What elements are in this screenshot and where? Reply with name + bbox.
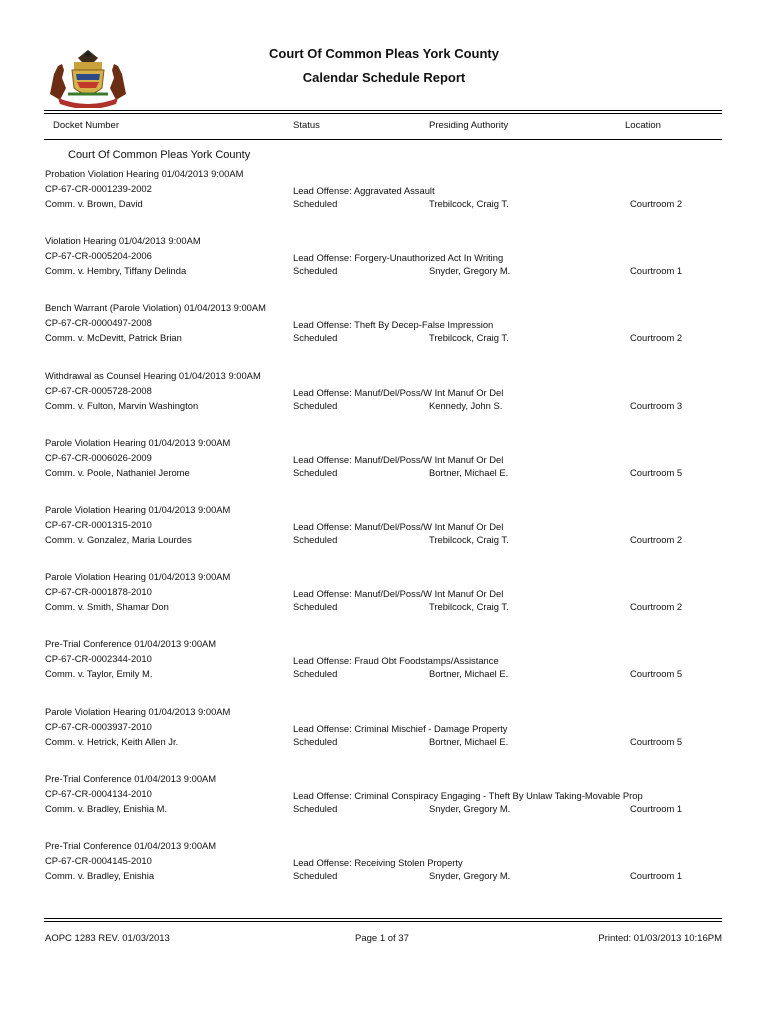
location-value: Courtroom 2 — [630, 601, 683, 613]
schedule-entry — [0, 235, 768, 285]
docket-number: CP-67-CR-0005204-2006 — [45, 250, 152, 262]
location-value: Courtroom 5 — [630, 735, 683, 747]
presiding-authority: Bortner, Michael E. — [429, 466, 509, 478]
location-value: Courtroom 1 — [630, 265, 683, 277]
status-value: Scheduled — [293, 198, 338, 209]
presiding-authority: Bortner, Michael E. — [429, 668, 509, 680]
schedule-entry — [0, 773, 768, 823]
status-value: Scheduled — [293, 332, 338, 344]
presiding-authority: Snyder, Gregory M. — [429, 265, 511, 277]
hearing-type: Parole Violation Hearing 01/04/2013 9:00AM — [45, 571, 231, 583]
footer-rule-double — [44, 921, 722, 922]
location-value: Courtroom 2 — [630, 198, 683, 209]
presiding-authority: Snyder, Gregory M. — [429, 870, 511, 881]
presiding-authority: Trebilcock, Craig T. — [429, 198, 509, 209]
location-value: Courtroom 1 — [630, 802, 683, 814]
schedule-entry — [0, 437, 768, 487]
presiding-authority: Trebilcock, Craig T. — [429, 534, 509, 545]
schedule-entry — [0, 370, 768, 420]
status-value: Scheduled — [293, 601, 338, 613]
hearing-type: Parole Violation Hearing 01/04/2013 9:00AM — [45, 504, 231, 515]
presiding-authority: Trebilcock, Craig T. — [429, 601, 509, 613]
lead-offense: Lead Offense: Fraud Obt Foodstamps/Assistance — [293, 655, 499, 667]
col-header-authority: Presiding Authority — [429, 120, 509, 131]
docket-number: CP-67-CR-0001239-2002 — [45, 183, 152, 194]
header-rule-top — [44, 110, 722, 111]
col-header-status: Status — [293, 120, 320, 131]
lead-offense: Lead Offense: Criminal Mischief - Damage Property — [293, 722, 508, 734]
presiding-authority: Snyder, Gregory M. — [429, 802, 511, 814]
section-title: Court Of Common Pleas York County — [68, 149, 251, 161]
lead-offense: Lead Offense: Theft By Decep-False Impression — [293, 319, 494, 331]
location-value: Courtroom 2 — [630, 332, 683, 344]
case-caption: Comm. v. Gonzalez, Maria Lourdes — [45, 534, 192, 545]
hearing-type: Pre-Trial Conference 01/04/2013 9:00AM — [45, 638, 217, 650]
schedule-entry — [0, 840, 768, 890]
docket-number: CP-67-CR-0000497-2008 — [45, 317, 152, 329]
schedule-entry — [0, 706, 768, 756]
schedule-entry — [0, 168, 768, 218]
lead-offense: Lead Offense: Receiving Stolen Property — [293, 857, 463, 868]
docket-number: CP-67-CR-0002344-2010 — [45, 653, 152, 665]
status-value: Scheduled — [293, 735, 338, 747]
lead-offense: Lead Offense: Manuf/Del/Poss/W Int Manuf Or Del — [293, 588, 504, 600]
page-number: Page 1 of 37 — [355, 933, 409, 944]
header-rule-top-double — [44, 113, 722, 114]
hearing-type: Pre-Trial Conference 01/04/2013 9:00AM — [45, 772, 217, 784]
case-caption: Comm. v. Brown, David — [45, 198, 143, 209]
case-caption: Comm. v. Hetrick, Keith Allen Jr. — [45, 735, 179, 747]
case-caption: Comm. v. Hembry, Tiffany Delinda — [45, 265, 187, 277]
docket-number: CP-67-CR-0004145-2010 — [45, 855, 152, 866]
lead-offense: Lead Offense: Manuf/Del/Poss/W Int Manuf Or Del — [293, 453, 504, 465]
case-caption: Comm. v. Poole, Nathaniel Jerome — [45, 466, 190, 478]
lead-offense: Lead Offense: Criminal Conspiracy Engaging - Theft By Unlaw Taking-Movable Prop — [293, 789, 643, 801]
schedule-entry — [0, 302, 768, 352]
case-caption: Comm. v. Taylor, Emily M. — [45, 668, 153, 680]
lead-offense: Lead Offense: Manuf/Del/Poss/W Int Manuf Or Del — [293, 521, 504, 532]
hearing-type: Withdrawal as Counsel Hearing 01/04/2013 9:00AM — [45, 369, 261, 381]
case-caption: Comm. v. Bradley, Enishia — [45, 870, 155, 881]
printed-timestamp: Printed: 01/03/2013 10:16PM — [598, 933, 722, 944]
location-value: Courtroom 2 — [630, 534, 683, 545]
docket-number: CP-67-CR-0003937-2010 — [45, 720, 152, 732]
status-value: Scheduled — [293, 534, 338, 545]
hearing-type: Probation Violation Hearing 01/04/2013 9:00AM — [45, 168, 244, 179]
presiding-authority: Bortner, Michael E. — [429, 735, 509, 747]
status-value: Scheduled — [293, 466, 338, 478]
form-number: AOPC 1283 REV. 01/03/2013 — [45, 933, 170, 944]
status-value: Scheduled — [293, 870, 338, 881]
header-rule-bottom — [44, 139, 722, 140]
lead-offense: Lead Offense: Forgery-Unauthorized Act In Writing — [293, 252, 504, 264]
location-value: Courtroom 5 — [630, 668, 683, 680]
presiding-authority: Trebilcock, Craig T. — [429, 332, 509, 344]
footer-rule — [44, 918, 722, 919]
status-value: Scheduled — [293, 668, 338, 680]
hearing-type: Bench Warrant (Parole Violation) 01/04/2013 9:00AM — [45, 302, 266, 314]
schedule-entry — [0, 638, 768, 688]
case-caption: Comm. v. Fulton, Marvin Washington — [45, 399, 199, 411]
docket-number: CP-67-CR-0001315-2010 — [45, 519, 152, 530]
presiding-authority: Kennedy, John S. — [429, 399, 503, 411]
lead-offense: Lead Offense: Aggravated Assault — [293, 185, 435, 196]
docket-number: CP-67-CR-0005728-2008 — [45, 384, 152, 396]
hearing-type: Parole Violation Hearing 01/04/2013 9:00AM — [45, 436, 231, 448]
report-title: Calendar Schedule Report — [302, 70, 466, 85]
case-caption: Comm. v. McDevitt, Patrick Brian — [45, 332, 182, 344]
hearing-type: Violation Hearing 01/04/2013 9:00AM — [45, 235, 201, 247]
case-caption: Comm. v. Smith, Shamar Don — [45, 601, 169, 613]
hearing-type: Pre-Trial Conference 01/04/2013 9:00AM — [45, 840, 217, 851]
case-caption: Comm. v. Bradley, Enishia M. — [45, 802, 168, 814]
location-value: Courtroom 1 — [630, 870, 683, 881]
status-value: Scheduled — [293, 399, 338, 411]
status-value: Scheduled — [293, 802, 338, 814]
location-value: Courtroom 5 — [630, 466, 683, 478]
schedule-entry — [0, 504, 768, 554]
status-value: Scheduled — [293, 265, 338, 277]
lead-offense: Lead Offense: Manuf/Del/Poss/W Int Manuf Or Del — [293, 386, 504, 398]
docket-number: CP-67-CR-0001878-2010 — [45, 586, 152, 598]
schedule-entry — [0, 571, 768, 621]
docket-number: CP-67-CR-0004134-2010 — [45, 787, 152, 799]
docket-number: CP-67-CR-0006026-2009 — [45, 451, 152, 463]
col-header-docket: Docket Number — [53, 120, 119, 131]
report-court-title: Court Of Common Pleas York County — [269, 46, 499, 61]
col-header-location: Location — [625, 120, 661, 131]
hearing-type: Parole Violation Hearing 01/04/2013 9:00AM — [45, 705, 231, 717]
location-value: Courtroom 3 — [630, 399, 683, 411]
